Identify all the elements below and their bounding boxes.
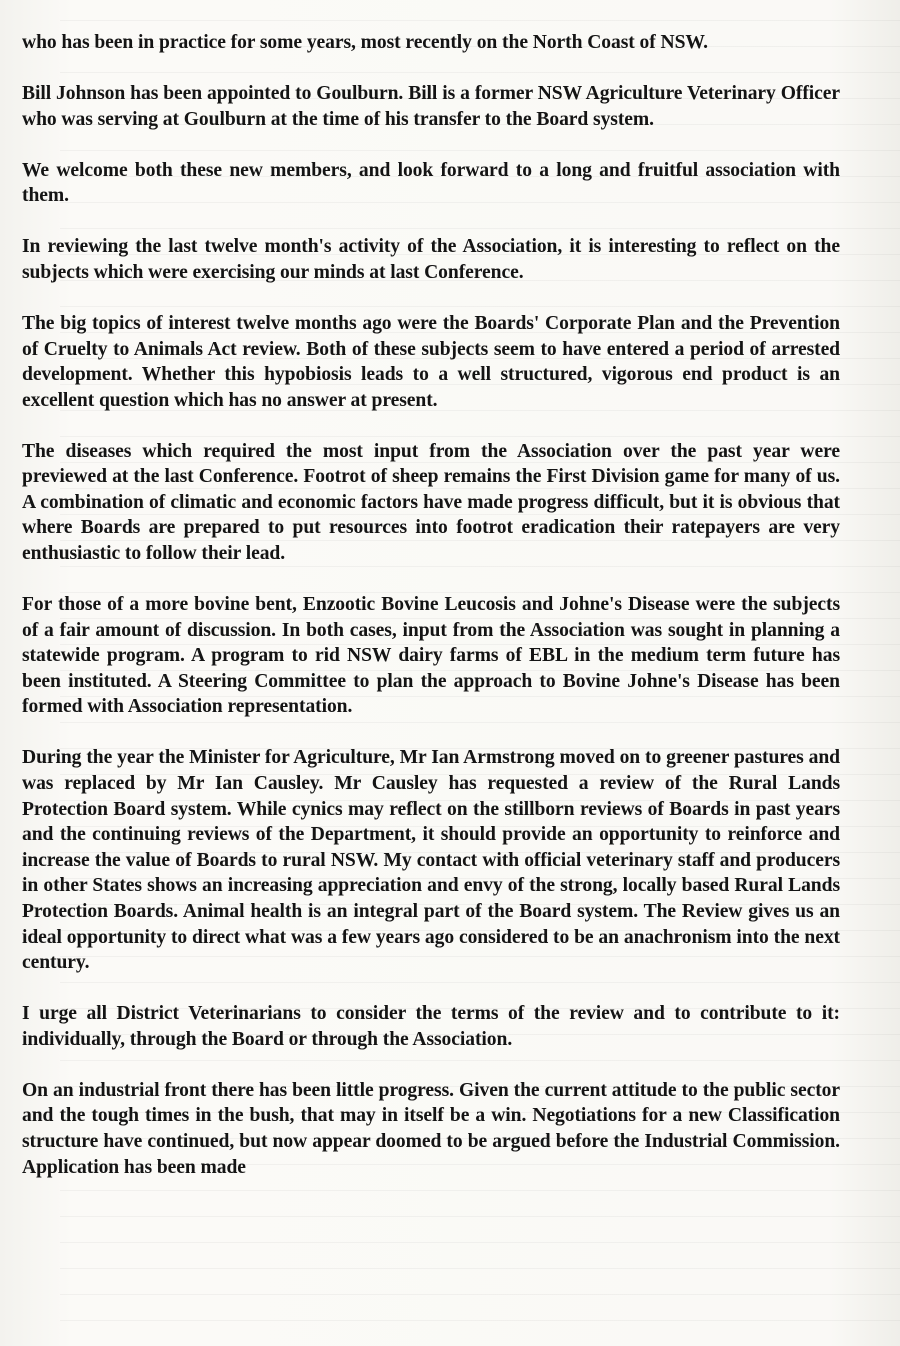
paragraph-7: For those of a more bovine bent, Enzootic Bovine Leucosis and Johne's Disease were the subjects of a fair amount of discussion. In both cases, input from the Association was sought in planning a statewide program. A program to rid NSW dairy farms of EBL in the medium term future has been instituted. A Steering Committee to plan the approach to Bovine Johne's Disease has been formed with Association representation. <box>22 594 840 718</box>
paragraph-5: The big topics of interest twelve months ago were the Boards' Corporate Plan and the Prevention of Cruelty to Animals Act review. Both of these subjects seem to have entered a period of arrested development. Whether this hypobiosis leads to a well structured, vigorous end product is an excellent question which has no answer at present. <box>22 312 840 411</box>
paragraph-1: who has been in practice for some years, most recently on the North Coast of NSW. <box>22 32 708 53</box>
paragraph-3: We welcome both these new members, and look forward to a long and fruitful association with them. <box>22 159 840 207</box>
paragraph-6: The diseases which required the most input from the Association over the past year were previewed at the last Conference. Footrot of sheep remains the First Division game for many of us. A combination of climatic and economic factors have made progress difficult, but it is obvious that where Boards are prepared to put resources into footrot eradication their ratepayers are very enthusiastic to follow their lead. <box>22 440 840 565</box>
paragraph-8: During the year the Minister for Agriculture, Mr Ian Armstrong moved on to greener pastures and was replaced by Mr Ian Causley. Mr Causley has requested a review of the Rural Lands Protection Board system. While cynics may reflect on the stillborn reviews of Boards in past years and the continuing reviews of the Department, it should provide an opportunity to reinforce and increase the value of Boards to rural NSW. My contact with official veterinary staff and producers in other States shows an increasing appreciation and envy of the strong, locally based Rural Lands Protection Boards. Animal health is an integral part of the Board system. The Review gives us an ideal opportunity to direct what was a few years ago considered to be an anachronism into the next century. <box>22 747 840 974</box>
paragraph-4: In reviewing the last twelve month's activity of the Association, it is interesting to reflect on the subjects which were exercising our minds at last Conference. <box>22 236 840 283</box>
document-body <box>22 30 840 1205</box>
paragraph-2: Bill Johnson has been appointed to Goulburn. Bill is a former NSW Agriculture Veterinary Officer who was serving at Goulburn at the time of his transfer to the Board system. <box>22 83 840 130</box>
paragraph-9: I urge all District Veterinarians to consider the terms of the review and to contribute to it: individually, through the Board or through the Association. <box>22 1003 840 1050</box>
paragraph-10: On an industrial front there has been little progress. Given the current attitude to the public sector and the tough times in the bush, that may in itself be a win. Negotiations for a new Classification structure have continued, but now appear doomed to be argued before the Industrial Commission. Application has been made <box>22 1079 840 1178</box>
